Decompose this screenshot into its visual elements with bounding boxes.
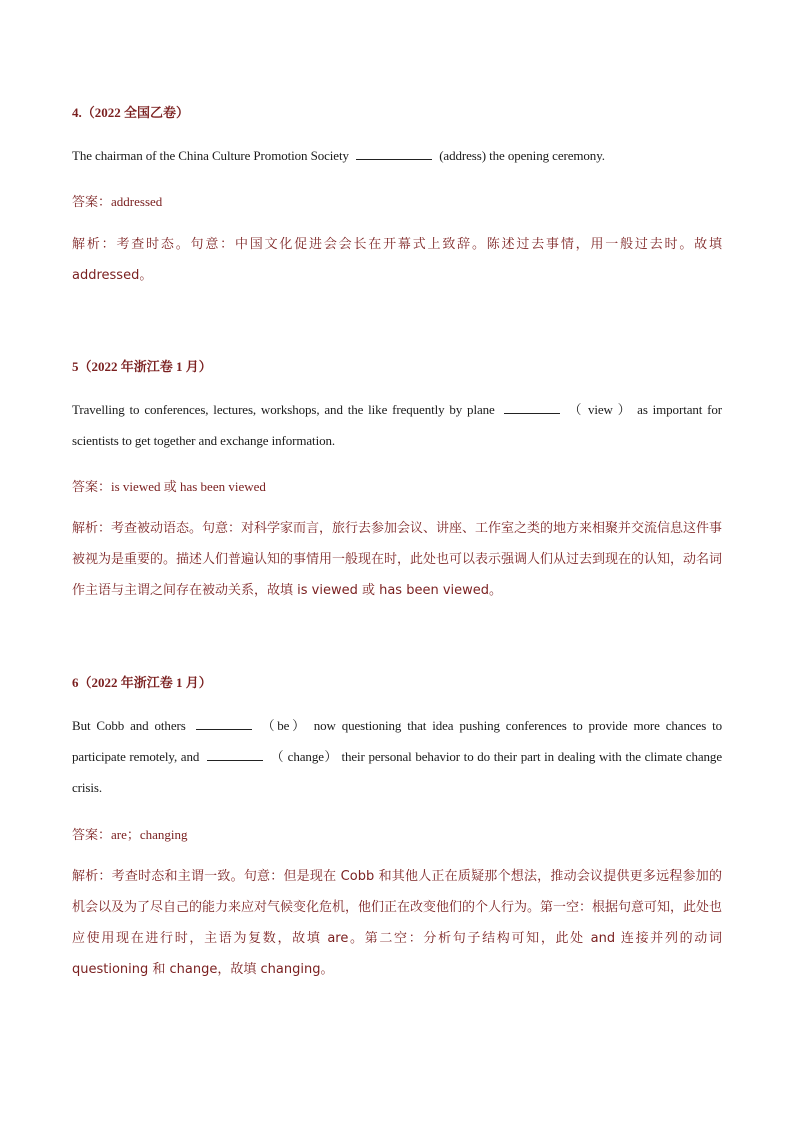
question-5-text (72, 394, 722, 456)
question-4-blank[interactable] (356, 147, 432, 160)
question-4-answer (72, 191, 162, 210)
question-6-blank-2[interactable] (207, 748, 263, 761)
question-5-answer (72, 476, 266, 495)
question-6-analysis: 解析：考查时态和主谓一致。句意：但是现在 Cobb 和其他人正在质疑那个想法，推动会议提供更多远程参加的机会以及为了尽自己的能力来应对气候变化危机，他们正在改变他们的个人行为。第一空：根据句意可知，此处也应使用现在进行时，主语为复数，故填 are。第二空：分析句子结构可知，此处 and 连接并列的动词 questioning 和 change，故填 changing。 (72, 869, 723, 977)
question-5-analysis: 解析：考查被动语态。句意：对科学家而言，旅行去参加会议、讲座、工作室之类的地方来相聚并交流信息这件事被视为是重要的。描述人们普遍认知的事情用一般现在时，此处也可以表示强调人们从过去到现在的认知，动名词作主语与主谓之间存在被动关系，故填 is viewed 或 has been viewed。 (72, 521, 723, 598)
question-4-text-part-1: The chairman of the China Culture Promotion Society (72, 148, 349, 163)
question-6-text-part-1: But Cobb and others (72, 718, 186, 733)
question-5-heading: 5（2022 年浙江卷 1 月） (72, 359, 212, 374)
question-6-answer-value: are；changing (111, 827, 188, 842)
question-4-answer-value: addressed (111, 194, 163, 209)
question-6-text-part-2: （be） now questioning that idea pushing conferences to provide more chances to participate remotely, and (72, 718, 722, 764)
question-6-text (72, 710, 722, 803)
question-6-answer-label: 答案： (72, 828, 112, 843)
question-6-answer (72, 824, 188, 843)
question-4-heading: 4.（2022 全国乙卷） (72, 105, 190, 120)
question-4-text-part-2: (address) the opening ceremony. (439, 148, 605, 163)
question-4-analysis: 解析：考查时态。句意：中国文化促进会会长在开幕式上致辞。陈述过去事情，用一般过去时。故填 addressed。 (72, 237, 722, 283)
question-6-text-part-3: （ change） their personal behavior to do their part in dealing with the climate change crisis. (72, 749, 722, 795)
question-5-answer-label: 答案： (72, 480, 112, 495)
question-6-blank-1[interactable] (196, 717, 252, 730)
question-5-blank[interactable] (504, 401, 560, 414)
question-4-text (72, 140, 722, 171)
question-5-answer-value: is viewed 或 has been viewed (111, 479, 266, 494)
question-6-heading: 6（2022 年浙江卷 1 月） (72, 675, 212, 690)
question-4-answer-label: 答案： (72, 195, 112, 210)
question-5-text-part-2: （ view ） as important for scientists to get together and exchange information. (72, 402, 723, 448)
document-page (72, 0, 722, 1123)
question-5-text-part-1: Travelling to conferences, lectures, workshops, and the like frequently by plane (72, 402, 495, 417)
